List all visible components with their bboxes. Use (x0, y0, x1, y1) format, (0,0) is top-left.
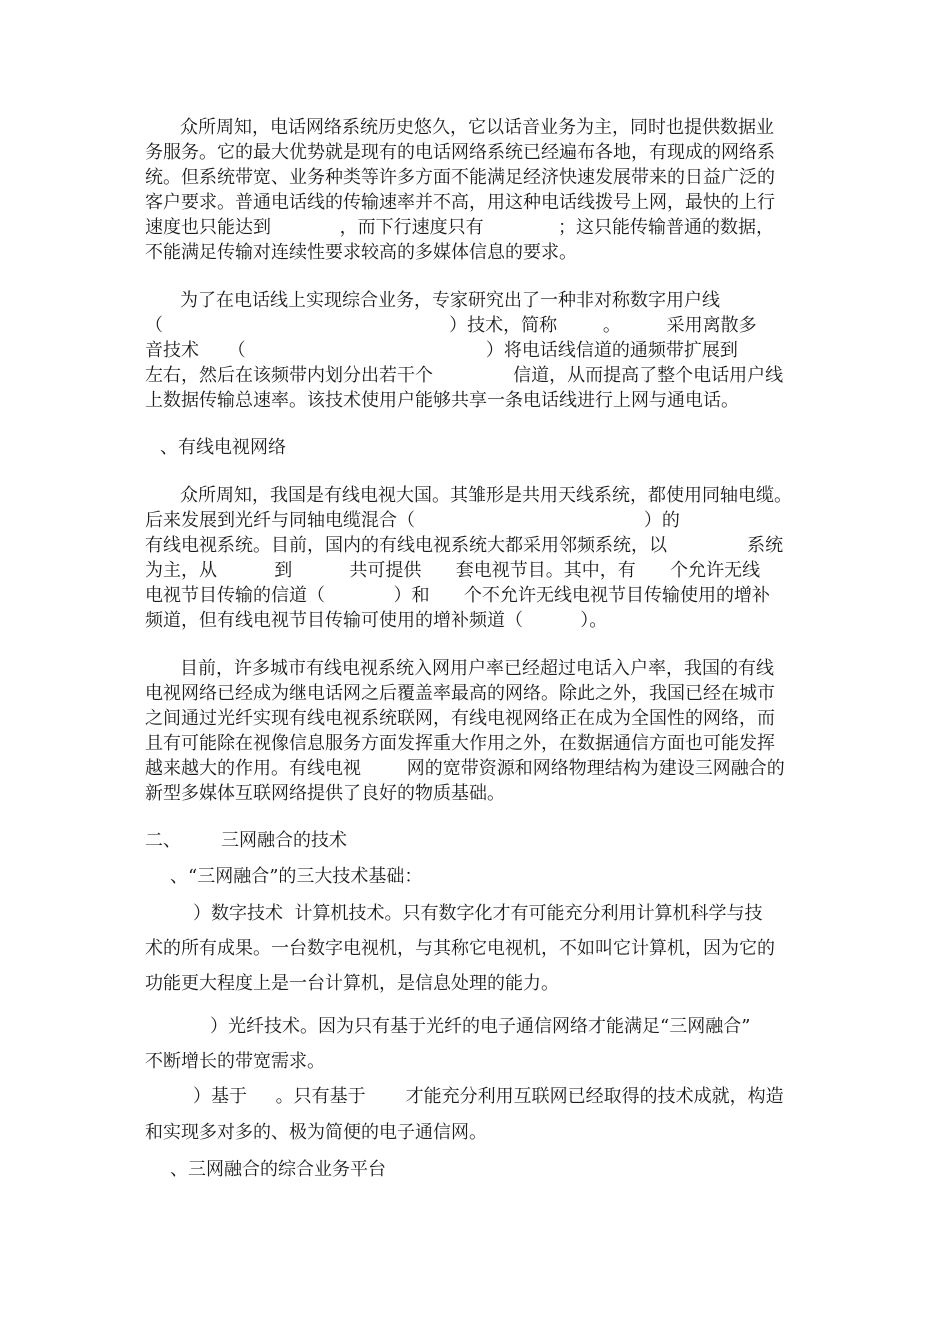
paragraph-line: 众所周知，我国是有线电视大国。其雏形是共用天线系统，都使用同轴电缆。 (180, 485, 792, 506)
paragraph-line: 为了在电话线上实现综合业务，专家研究出了一种非对称数字用户线 (180, 290, 720, 311)
paragraph-line: ）数字技术 计算机技术。只有数字化才有可能充分利用计算机科学与技 (193, 903, 763, 924)
paragraph-line: 且有可能除在视像信息服务方面发挥重大作用之外，在数据通信方面也可能发挥 (145, 733, 775, 754)
paragraph-line: 频道，但有线电视节目传输可使用的增补频道（ ）。 (145, 610, 608, 631)
paragraph-line: 目前，许多城市有线电视系统入网用户率已经超过电话入户率，我国的有线 (180, 658, 774, 679)
paragraph-line: 左右，然后在该频带内划分出若干个 信道，从而提高了整个电话用户线 (145, 365, 784, 386)
paragraph-line: 功能更大程度上是一台计算机，是信息处理的能力。 (145, 973, 559, 994)
paragraph-line: 和实现多对多的、极为简便的电子通信网。 (145, 1122, 487, 1143)
paragraph-line: ）基于 。只有基于 才能充分利用互联网已经取得的技术成就，构造 (193, 1086, 784, 1107)
paragraph-line: 众所周知，电话网络系统历史悠久，它以话音业务为主，同时也提供数据业 (180, 117, 774, 138)
paragraph-line: 为主，从 到 共可提供 套电视节目。其中，有 个允许无线 (145, 560, 761, 581)
section-heading: 二、 三网融合的技术 (145, 830, 348, 851)
paragraph-line: 不断增长的带宽需求。 (145, 1051, 325, 1072)
section-heading: 、有线电视网络 (160, 437, 286, 458)
paragraph-line: 电视节目传输的信道（ ）和 个不允许无线电视节目传输使用的增补 (145, 585, 770, 606)
subsection-heading: 、“三网融合”的三大技术基础： (170, 866, 423, 887)
paragraph-line: ）光纤技术。因为只有基于光纤的电子通信网络才能满足“三网融合” (210, 1016, 751, 1037)
paragraph-line: 之间通过光纤实现有线电视系统联网，有线电视网络正在成为全国性的网络，而 (145, 708, 775, 729)
paragraph-line: 有线电视系统。目前，国内的有线电视系统大都采用邻频系统，以 系统 (145, 535, 784, 556)
paragraph-line: 不能满足传输对连续性要求较高的多媒体信息的要求。 (145, 242, 577, 263)
paragraph-line: 后来发展到光纤与同轴电缆混合（ ）的 (145, 510, 680, 531)
paragraph-line: 上数据传输总速率。该技术使用户能够共享一条电话线进行上网与通电话。 (145, 390, 739, 411)
paragraph-line: 统。但系统带宽、业务种类等许多方面不能满足经济快速发展带来的日益广泛的 (145, 167, 775, 188)
paragraph-line: （ ）技术，简称 。 采用离散多 (145, 315, 757, 336)
paragraph-line: 术的所有成果。一台数字电视机，与其称它电视机，不如叫它计算机，因为它的 (145, 938, 775, 959)
paragraph-line: 务服务。它的最大优势就是现有的电话网络系统已经遍布各地，有现成的网络系 (145, 142, 775, 163)
paragraph-line: 新型多媒体互联网络提供了良好的物质基础。 (145, 783, 505, 804)
paragraph-line: 越来越大的作用。有线电视 网的宽带资源和网络物理结构为建设三网融合的 (145, 758, 785, 779)
paragraph-line: 音技术 （ ）将电话线信道的通频带扩展到 (145, 340, 738, 361)
paragraph-line: 电视网络已经成为继电话网之后覆盖率最高的网络。除此之外，我国已经在城市 (145, 683, 775, 704)
paragraph-line: 客户要求。普通电话线的传输速率并不高，用这种电话线拨号上网，最快的上行 (145, 192, 775, 213)
subsection-heading: 、三网融合的综合业务平台 (170, 1159, 386, 1180)
paragraph-line: 速度也只能达到 ，而下行速度只有 ；这只能传输普通的数据， (145, 217, 775, 238)
